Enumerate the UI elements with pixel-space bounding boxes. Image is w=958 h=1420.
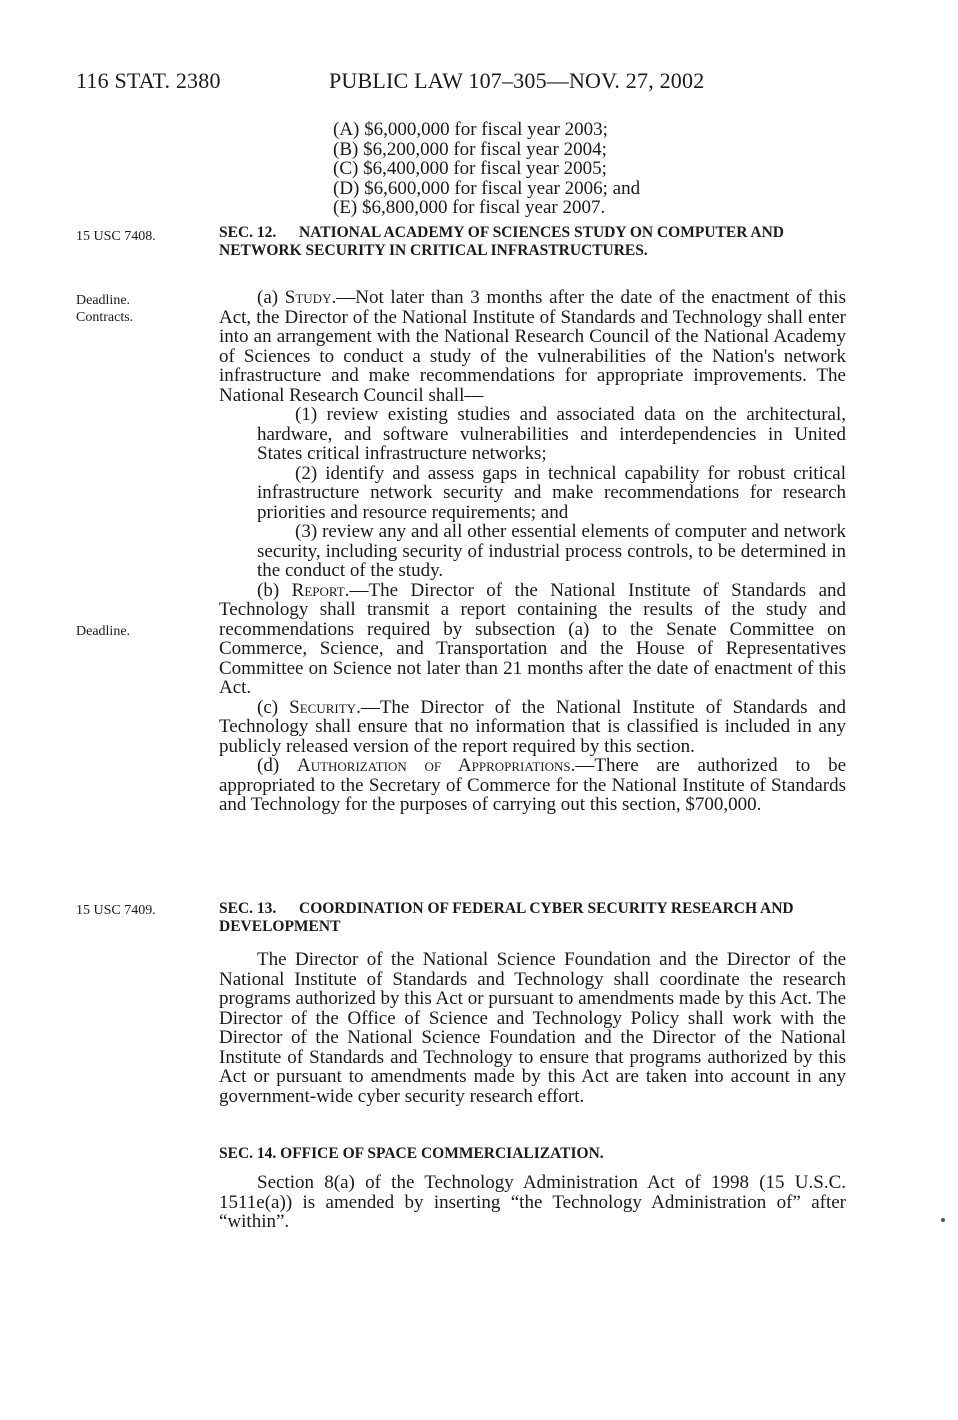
margin-note-deadline-2: Deadline. [76,624,131,639]
list-item: (1) review existing studies and associated data on the architectural, hardware, and software vulnerabilities and interdependencies in United States critical infrastructure networks; [257,404,846,464]
margin-note-usc-7408: 15 USC 7408. [76,229,156,244]
section-12-heading [219,224,846,260]
section-14-title: OFFICE OF SPACE COMMERCIALIZATION. [280,1145,604,1162]
page-reference: 116 STAT. 2380 [76,68,221,93]
margin-note-usc-7409: 15 USC 7409. [76,903,156,918]
section-14-number: SEC. 14. [219,1145,277,1162]
section-13-heading [219,900,846,936]
section-12-title: NATIONAL ACADEMY OF SCIENCES STUDY ON COMPUTER AND NETWORK SECURITY IN CRITICAL INFRASTRUCTURES. [219,224,784,259]
subsection-b-heading: Report [291,579,345,601]
list-item: (2) identify and assess gaps in technical capability for robust critical infrastructure network security and make recommendations for research priorities and resource requirements; and [257,462,846,523]
funding-item: (A) $6,000,000 for fiscal year 2003; [333,119,608,140]
section-14-text: Section 8(a) of the Technology Administration Act of 1998 (15 U.S.C. 1511e(a)) is amended by inserting “the Technology Administration of” after “within”. [219,1172,846,1232]
subsection-c: (c) Security.—The Director of the National Institute of Standards and Technology shall ensure that no information that is classified is included in any publicly released version of the report required by this section. [219,696,847,757]
section-14-heading [219,1145,846,1163]
funding-item: (B) $6,200,000 for fiscal year 2004; [333,138,607,160]
section-12-number: SEC. 12. [219,224,277,241]
funding-item: (E) $6,800,000 for fiscal year 2007. [333,197,606,219]
subsection-b: (b) Report.—The Director of the National Institute of Standards and Technology shall transmit a report containing the results of the study and recommendations required by subsection (a) to the Senate Committee on Commerce, Science, and Transportation and the House of Representatives Committee on Science not later than 21 months after the date of enactment of this Act. [219,579,847,698]
section-13-text: The Director of the National Science Foundation and the Director of the National Institute of Standards and Technology shall coordinate the research programs authorized by this Act or pursuant to amendments made by this Act. The Director of the Office of Science and Technology Policy shall work with the Director of the National Science Foundation and the Director of the National Institute of Standards and Technology to ensure that programs authorized by this Act or pursuant to amendments made by this Act are taken into account in any government-wide cyber security research effort. [219,949,846,1107]
section-14 [219,1145,846,1232]
section-13-title: COORDINATION OF FEDERAL CYBER SECURITY RESEARCH AND DEVELOPMENT [219,900,794,935]
section-13 [219,900,846,1106]
margin-note-deadline-label: Deadline. [76,293,131,308]
funding-item: (C) $6,400,000 for fiscal year 2005; [333,158,607,180]
funding-item: (D) $6,600,000 for fiscal year 2006; and [333,177,641,199]
subsection-c-heading: Security [289,696,357,718]
subsection-a: (a) Study.—Not later than 3 months after the date of the enactment of this Act, the Director of the National Institute of Standards and Technology shall enter into an arrangement with the National Research Council of the National Academy of Sciences to conduct a study of the vulnerabilities of the Nation's network infrastructure and make recommendations for appropriate improvements. The National Research Council shall— [219,287,846,406]
subsection-d-heading: Authorization of Appropriations [296,755,571,776]
section-12-body [219,288,846,815]
funding-list [333,120,640,218]
subsection-d: (d) Authorization of Appropriations.—There are authorized to be appropriated to the Secretary of Commerce for the National Institute of Standards and Technology for the purposes of carrying out this section, $700,000. [219,755,847,815]
subsection-a-heading: Study [284,287,332,308]
section-13-number: SEC. 13. [219,900,277,917]
list-item: (3) review any and all other essential elements of computer and network security, including security of industrial process controls, to be determined in the conduct of the study. [257,521,846,581]
law-reference: PUBLIC LAW 107–305—NOV. 27, 2002 [329,68,705,93]
margin-note-contracts-label: Contracts. [76,310,134,325]
margin-note-deadline [76,292,133,326]
scan-speck [941,1218,945,1222]
section-12 [219,224,846,260]
